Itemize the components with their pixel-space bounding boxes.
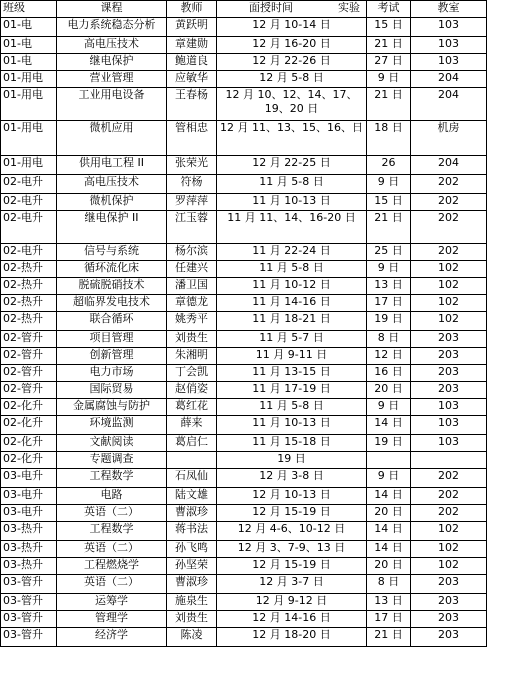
- row-exam: 14 日: [367, 488, 411, 505]
- row-room: 103: [411, 54, 487, 71]
- table-row: [1, 37, 487, 54]
- row-room: 203: [411, 348, 487, 365]
- row-teacher: 张荣光: [167, 156, 217, 175]
- row-time: 11 月 11、14、16-20 日: [217, 211, 367, 244]
- table-row: [1, 435, 487, 452]
- row-teacher: 王春杨: [167, 88, 217, 121]
- row-course: 工程数学: [57, 522, 167, 541]
- row-time: 12 月 15-19 日: [217, 505, 367, 522]
- row-class: 03-电升: [1, 505, 57, 522]
- row-room: 203: [411, 628, 487, 647]
- header-row: [1, 1, 487, 18]
- table-row: [1, 278, 487, 295]
- table-row: [1, 382, 487, 399]
- row-teacher: 罗萍萍: [167, 194, 217, 211]
- row-room: 204: [411, 156, 487, 175]
- table-row: [1, 244, 487, 261]
- row-teacher: 任建兴: [167, 261, 217, 278]
- table-row: [1, 331, 487, 348]
- row-class: 03-热升: [1, 522, 57, 541]
- row-time: 11 月 15-18 日: [217, 435, 367, 452]
- table-row: [1, 365, 487, 382]
- row-exam: 13 日: [367, 278, 411, 295]
- row-room: 203: [411, 594, 487, 611]
- row-course: 英语（二）: [57, 575, 167, 594]
- row-teacher: 施泉生: [167, 594, 217, 611]
- row-course: 电路: [57, 488, 167, 505]
- row-teacher: 孙飞鸣: [167, 541, 217, 558]
- row-room: 103: [411, 37, 487, 54]
- table-row: [1, 175, 487, 194]
- row-time: 12 月 10-14 日: [217, 18, 367, 37]
- row-teacher: 曹淑珍: [167, 505, 217, 522]
- row-course: 继电保护: [57, 54, 167, 71]
- table-row: [1, 505, 487, 522]
- row-time: 12 月 11、13、15、16、日: [217, 121, 367, 156]
- row-room: 202: [411, 488, 487, 505]
- row-teacher: 符杨: [167, 175, 217, 194]
- row-room: 103: [411, 435, 487, 452]
- row-teacher: 潘卫国: [167, 278, 217, 295]
- row-course: 金属腐蚀与防护: [57, 399, 167, 416]
- row-exam: 21 日: [367, 88, 411, 121]
- row-course: 文献阅读: [57, 435, 167, 452]
- row-room: 102: [411, 278, 487, 295]
- row-teacher: 孙坚荣: [167, 558, 217, 575]
- row-time: 12 月 22-26 日: [217, 54, 367, 71]
- row-room: 103: [411, 399, 487, 416]
- row-exam: [367, 452, 411, 469]
- row-course: 脱硫脱硝技术: [57, 278, 167, 295]
- row-time: 11 月 10-13 日: [217, 194, 367, 211]
- row-time: 11 月 14-16 日: [217, 295, 367, 312]
- row-teacher: 应敏华: [167, 71, 217, 88]
- row-class: 03-管升: [1, 628, 57, 647]
- row-room: 203: [411, 365, 487, 382]
- header-class: 班级: [1, 1, 57, 18]
- row-time: 12 月 14-16 日: [217, 611, 367, 628]
- row-room: 103: [411, 18, 487, 37]
- row-teacher: 管相忠: [167, 121, 217, 156]
- row-room: 203: [411, 611, 487, 628]
- row-class: 02-管升: [1, 365, 57, 382]
- row-class: 03-管升: [1, 594, 57, 611]
- row-course: 循环流化床: [57, 261, 167, 278]
- row-exam: 21 日: [367, 37, 411, 54]
- row-time: 12 月 16-20 日: [217, 37, 367, 54]
- row-exam: 9 日: [367, 261, 411, 278]
- row-class: 03-热升: [1, 541, 57, 558]
- row-teacher: 葛启仁: [167, 435, 217, 452]
- row-course: 工程数学: [57, 469, 167, 488]
- table-row: [1, 18, 487, 37]
- row-room: 102: [411, 558, 487, 575]
- row-teacher: 陆文雄: [167, 488, 217, 505]
- row-time: 11 月 22-24 日: [217, 244, 367, 261]
- row-course: 营业管理: [57, 71, 167, 88]
- table-row: [1, 54, 487, 71]
- row-exam: 14 日: [367, 416, 411, 435]
- row-room: 机房: [411, 121, 487, 156]
- row-course: 工程燃烧学: [57, 558, 167, 575]
- row-room: 203: [411, 382, 487, 399]
- row-exam: 16 日: [367, 365, 411, 382]
- row-exam: 14 日: [367, 522, 411, 541]
- row-class: 02-电升: [1, 175, 57, 194]
- row-exam: 15 日: [367, 194, 411, 211]
- row-teacher: 江玉蓉: [167, 211, 217, 244]
- header-lab: 实验: [338, 1, 360, 14]
- row-class: 02-电升: [1, 211, 57, 244]
- row-time: 11 月 5-8 日: [217, 399, 367, 416]
- row-teacher: 黄跃明: [167, 18, 217, 37]
- row-exam: 9 日: [367, 71, 411, 88]
- row-teacher: 朱湘明: [167, 348, 217, 365]
- row-room: 203: [411, 575, 487, 594]
- row-class: 02-管升: [1, 348, 57, 365]
- row-class: 02-化升: [1, 452, 57, 469]
- row-teacher: [167, 452, 217, 469]
- header-course: 课程: [57, 1, 167, 18]
- row-time: 11 月 10-12 日: [217, 278, 367, 295]
- row-class: 01-用电: [1, 71, 57, 88]
- row-teacher: 陈凌: [167, 628, 217, 647]
- row-course: 电力系统稳态分析: [57, 18, 167, 37]
- row-class: 02-化升: [1, 435, 57, 452]
- row-time: 11 月 5-8 日: [217, 261, 367, 278]
- table-row: [1, 575, 487, 594]
- row-class: 02-管升: [1, 382, 57, 399]
- row-exam: 17 日: [367, 295, 411, 312]
- row-class: 01-用电: [1, 156, 57, 175]
- table-row: [1, 469, 487, 488]
- row-class: 01-电: [1, 54, 57, 71]
- row-exam: 13 日: [367, 594, 411, 611]
- row-course: 环境监测: [57, 416, 167, 435]
- row-room: 102: [411, 261, 487, 278]
- table-row: [1, 628, 487, 647]
- row-exam: 19 日: [367, 312, 411, 331]
- table-row: [1, 261, 487, 278]
- row-teacher: 赵俏姿: [167, 382, 217, 399]
- row-time: 11 月 9-11 日: [217, 348, 367, 365]
- row-room: 102: [411, 312, 487, 331]
- row-teacher: 石凤仙: [167, 469, 217, 488]
- row-class: 02-热升: [1, 261, 57, 278]
- row-teacher: 薛来: [167, 416, 217, 435]
- row-room: 202: [411, 244, 487, 261]
- table-row: [1, 488, 487, 505]
- row-time: 19 日: [217, 452, 367, 469]
- row-class: 02-热升: [1, 312, 57, 331]
- row-room: 103: [411, 416, 487, 435]
- row-exam: 20 日: [367, 558, 411, 575]
- table-row: [1, 71, 487, 88]
- row-exam: 9 日: [367, 469, 411, 488]
- row-teacher: 曹淑珍: [167, 575, 217, 594]
- row-exam: 18 日: [367, 121, 411, 156]
- row-exam: 21 日: [367, 628, 411, 647]
- row-teacher: 刘贵生: [167, 611, 217, 628]
- table-row: [1, 194, 487, 211]
- row-room: 204: [411, 71, 487, 88]
- row-class: 02-化升: [1, 416, 57, 435]
- row-class: 03-电升: [1, 469, 57, 488]
- row-course: 项目管理: [57, 331, 167, 348]
- row-course: 超临界发电技术: [57, 295, 167, 312]
- table-row: [1, 522, 487, 541]
- row-room: 102: [411, 295, 487, 312]
- table-row: [1, 611, 487, 628]
- header-room: 教室: [411, 1, 487, 18]
- table-row: [1, 121, 487, 156]
- row-course: 高电压技术: [57, 175, 167, 194]
- row-course: 微机保护: [57, 194, 167, 211]
- row-course: 继电保护 II: [57, 211, 167, 244]
- row-exam: 27 日: [367, 54, 411, 71]
- row-course: 工业用电设备: [57, 88, 167, 121]
- row-course: 英语（二）: [57, 541, 167, 558]
- row-time: 11 月 10-13 日: [217, 416, 367, 435]
- row-exam: 14 日: [367, 541, 411, 558]
- row-teacher: 鲍道良: [167, 54, 217, 71]
- row-time: 12 月 4-6、10-12 日: [217, 522, 367, 541]
- row-class: 02-热升: [1, 278, 57, 295]
- row-exam: 9 日: [367, 175, 411, 194]
- row-exam: 8 日: [367, 331, 411, 348]
- row-teacher: 刘贵生: [167, 331, 217, 348]
- row-teacher: 杨尔滨: [167, 244, 217, 261]
- row-time: 12 月 18-20 日: [217, 628, 367, 647]
- table-row: [1, 312, 487, 331]
- row-class: 01-电: [1, 37, 57, 54]
- row-exam: 12 日: [367, 348, 411, 365]
- header-teacher: 教师: [167, 1, 217, 18]
- row-exam: 20 日: [367, 505, 411, 522]
- row-class: 02-管升: [1, 331, 57, 348]
- row-room: 202: [411, 211, 487, 244]
- row-course: 专题调查: [57, 452, 167, 469]
- table-row: [1, 348, 487, 365]
- row-teacher: 姚秀平: [167, 312, 217, 331]
- row-teacher: 葛红花: [167, 399, 217, 416]
- row-teacher: 蒋书法: [167, 522, 217, 541]
- table-row: [1, 211, 487, 244]
- row-exam: 21 日: [367, 211, 411, 244]
- row-exam: 19 日: [367, 435, 411, 452]
- row-exam: 20 日: [367, 382, 411, 399]
- table-row: [1, 558, 487, 575]
- row-time: 11 月 5-7 日: [217, 331, 367, 348]
- row-course: 创新管理: [57, 348, 167, 365]
- table-row: [1, 399, 487, 416]
- row-exam: 25 日: [367, 244, 411, 261]
- table-row: [1, 416, 487, 435]
- row-time: 12 月 3-7 日: [217, 575, 367, 594]
- row-class: 03-热升: [1, 558, 57, 575]
- table-row: [1, 541, 487, 558]
- row-time: 11 月 5-8 日: [217, 175, 367, 194]
- row-course: 经济学: [57, 628, 167, 647]
- row-room: [411, 452, 487, 469]
- row-time: 12 月 10-13 日: [217, 488, 367, 505]
- row-course: 供用电工程 II: [57, 156, 167, 175]
- row-course: 英语（二）: [57, 505, 167, 522]
- row-room: 202: [411, 469, 487, 488]
- row-room: 202: [411, 175, 487, 194]
- row-course: 管理学: [57, 611, 167, 628]
- row-exam: 17 日: [367, 611, 411, 628]
- header-time: 面授时间: [249, 1, 293, 14]
- row-course: 高电压技术: [57, 37, 167, 54]
- row-course: 运筹学: [57, 594, 167, 611]
- row-time: 12 月 22-25 日: [217, 156, 367, 175]
- row-course: 微机应用: [57, 121, 167, 156]
- header-time-lab: [217, 1, 367, 18]
- table-row: [1, 452, 487, 469]
- row-time: 12 月 3-8 日: [217, 469, 367, 488]
- row-class: 03-电升: [1, 488, 57, 505]
- row-exam: 26: [367, 156, 411, 175]
- row-class: 02-化升: [1, 399, 57, 416]
- row-teacher: 章建勋: [167, 37, 217, 54]
- row-course: 电力市场: [57, 365, 167, 382]
- row-exam: 9 日: [367, 399, 411, 416]
- row-time: 12 月 3、7-9、13 日: [217, 541, 367, 558]
- table-row: [1, 594, 487, 611]
- row-room: 102: [411, 541, 487, 558]
- row-course: 信号与系统: [57, 244, 167, 261]
- row-room: 202: [411, 194, 487, 211]
- row-exam: 15 日: [367, 18, 411, 37]
- row-time: 12 月 9-12 日: [217, 594, 367, 611]
- table-row: [1, 295, 487, 312]
- row-class: 03-管升: [1, 611, 57, 628]
- row-class: 03-管升: [1, 575, 57, 594]
- row-time: 11 月 17-19 日: [217, 382, 367, 399]
- row-class: 02-热升: [1, 295, 57, 312]
- row-class: 01-电: [1, 18, 57, 37]
- row-room: 102: [411, 522, 487, 541]
- row-time: 12 月 10、12、14、17、19、20 日: [217, 88, 367, 121]
- row-room: 204: [411, 88, 487, 121]
- row-class: 01-用电: [1, 88, 57, 121]
- row-exam: 8 日: [367, 575, 411, 594]
- row-teacher: 丁会凯: [167, 365, 217, 382]
- row-teacher: 章德龙: [167, 295, 217, 312]
- row-room: 203: [411, 331, 487, 348]
- row-time: 12 月 5-8 日: [217, 71, 367, 88]
- table-row: [1, 156, 487, 175]
- row-class: 01-用电: [1, 121, 57, 156]
- row-class: 02-电升: [1, 194, 57, 211]
- row-time: 12 月 15-19 日: [217, 558, 367, 575]
- row-time: 11 月 18-21 日: [217, 312, 367, 331]
- header-exam: 考试: [367, 1, 411, 18]
- row-time: 11 月 13-15 日: [217, 365, 367, 382]
- row-room: 202: [411, 505, 487, 522]
- table-row: [1, 88, 487, 121]
- row-course: 国际贸易: [57, 382, 167, 399]
- row-class: 02-电升: [1, 244, 57, 261]
- row-course: 联合循环: [57, 312, 167, 331]
